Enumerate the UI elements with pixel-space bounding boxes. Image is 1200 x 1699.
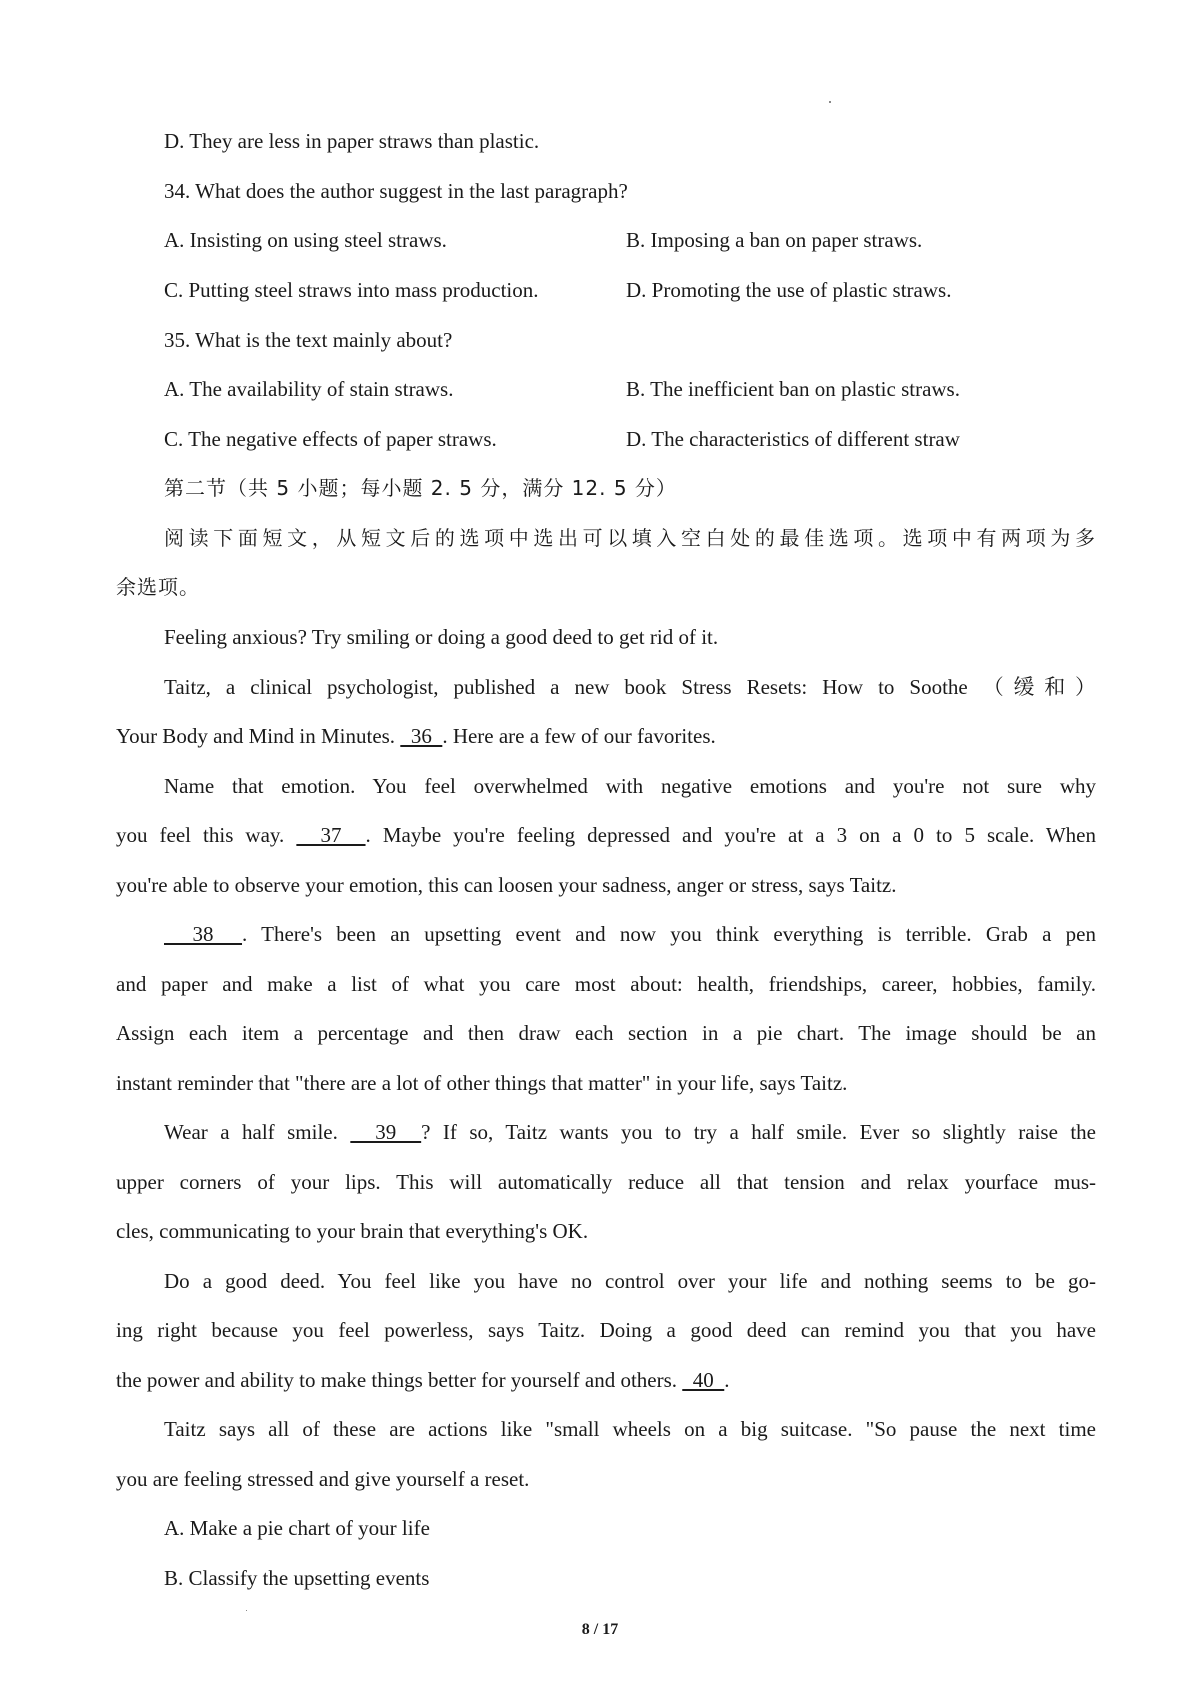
page-number: 8 / 17 bbox=[581, 1621, 619, 1638]
q35-option-a: A. The availability of stain straws. bbox=[164, 377, 454, 401]
passage-title: Feeling anxious? Try smiling or doing a good deed to get rid of it. bbox=[164, 625, 719, 649]
speck-mark bbox=[246, 1610, 247, 1611]
section-heading: 第二节（共 5 小题；每小题 2. 5 分，满分 12. 5 分） bbox=[164, 476, 677, 500]
section-instructions-line-2: 余选项。 bbox=[116, 575, 200, 599]
q34-stem: 34. What does the author suggest in the last paragraph? bbox=[164, 179, 628, 203]
paragraph-1-line-1: Taitz, a clinical psychologist, published a new book Stress Resets: How to Soothe （缓和） bbox=[164, 675, 1096, 699]
paragraph-5-line-2: ing right because you feel powerless, says Taitz. Doing a good deed can remind you that you have bbox=[116, 1318, 1096, 1342]
q34-row-1 bbox=[164, 225, 1096, 255]
text-segment: Wear a half smile. bbox=[164, 1120, 351, 1144]
text-segment: you feel this way. bbox=[116, 823, 297, 847]
blank-39: 39 bbox=[350, 1120, 422, 1144]
paragraph-2-line-2 bbox=[116, 820, 1096, 850]
q35-row-1 bbox=[164, 374, 1096, 404]
paragraph-2-line-1: Name that emotion. You feel overwhelmed with negative emotions and you're not sure why bbox=[164, 774, 1096, 798]
paragraph-5-line-3 bbox=[116, 1365, 1096, 1395]
text-segment: ? If so, Taitz wants you to try a half smile. Ever so slightly raise the bbox=[421, 1120, 1097, 1144]
speck-mark bbox=[829, 101, 831, 103]
paragraph-3-line-3: Assign each item a percentage and then draw each section in a pie chart. The image should be an bbox=[116, 1021, 1096, 1045]
paragraph-3-line-1 bbox=[164, 919, 1096, 949]
text-segment: Your Body and Mind in Minutes. bbox=[116, 724, 401, 748]
blank-37: 37 bbox=[296, 823, 366, 847]
q34-row-2 bbox=[164, 275, 1096, 305]
paragraph-5-line-1: Do a good deed. You feel like you have no control over your life and nothing seems to be go- bbox=[164, 1269, 1096, 1293]
text-segment: . There's been an upsetting event and now you think everything is terrible. Grab a pen bbox=[242, 922, 1096, 946]
option-b: B. Classify the upsetting events bbox=[164, 1566, 430, 1590]
q35-row-2 bbox=[164, 424, 1096, 454]
section-instructions-line-1: 阅读下面短文，从短文后的选项中选出可以填入空白处的最佳选项。选项中有两项为多 bbox=[164, 526, 1096, 550]
text-segment: the power and ability to make things better for yourself and others. bbox=[116, 1368, 683, 1392]
paragraph-4-line-2: upper corners of your lips. This will automatically reduce all that tension and relax yourface mus- bbox=[116, 1170, 1096, 1194]
paragraph-1-line-2 bbox=[116, 721, 1096, 751]
paragraph-4-line-1 bbox=[164, 1117, 1096, 1147]
blank-36: 36 bbox=[400, 724, 443, 748]
text-segment: . bbox=[724, 1368, 730, 1392]
paragraph-3-line-4: instant reminder that "there are a lot of other things that matter" in your life, says Taitz. bbox=[116, 1071, 848, 1095]
blank-38: 38 bbox=[164, 922, 243, 946]
q35-stem: 35. What is the text mainly about? bbox=[164, 328, 453, 352]
blank-40: 40 bbox=[682, 1368, 725, 1392]
text-segment: . Maybe you're feeling depressed and you're at a 3 on a 0 to 5 scale. When bbox=[365, 823, 1097, 847]
q34-option-a: A. Insisting on using steel straws. bbox=[164, 228, 447, 252]
q35-option-c: C. The negative effects of paper straws. bbox=[164, 427, 497, 451]
q34-option-d: D. Promoting the use of plastic straws. bbox=[626, 278, 952, 302]
paragraph-2-line-3: you're able to observe your emotion, this can loosen your sadness, anger or stress, says Taitz. bbox=[116, 873, 897, 897]
q35-option-b: B. The inefficient ban on plastic straws. bbox=[626, 377, 960, 401]
paragraph-6-line-1: Taitz says all of these are actions like "small wheels on a big suitcase. "So pause the next time bbox=[164, 1417, 1096, 1441]
paragraph-3-line-2: and paper and make a list of what you care most about: health, friendships, career, hobbies, family. bbox=[116, 972, 1096, 996]
option-a: A. Make a pie chart of your life bbox=[164, 1516, 430, 1540]
text-segment: . Here are a few of our favorites. bbox=[442, 724, 716, 748]
paragraph-6-line-2: you are feeling stressed and give yourself a reset. bbox=[116, 1467, 530, 1491]
paragraph-4-line-3: cles, communicating to your brain that everything's OK. bbox=[116, 1219, 589, 1243]
q34-option-b: B. Imposing a ban on paper straws. bbox=[626, 228, 923, 252]
q35-option-d: D. The characteristics of different straw bbox=[626, 427, 960, 451]
q33-option-d: D. They are less in paper straws than plastic. bbox=[164, 129, 540, 153]
q34-option-c: C. Putting steel straws into mass production. bbox=[164, 278, 539, 302]
